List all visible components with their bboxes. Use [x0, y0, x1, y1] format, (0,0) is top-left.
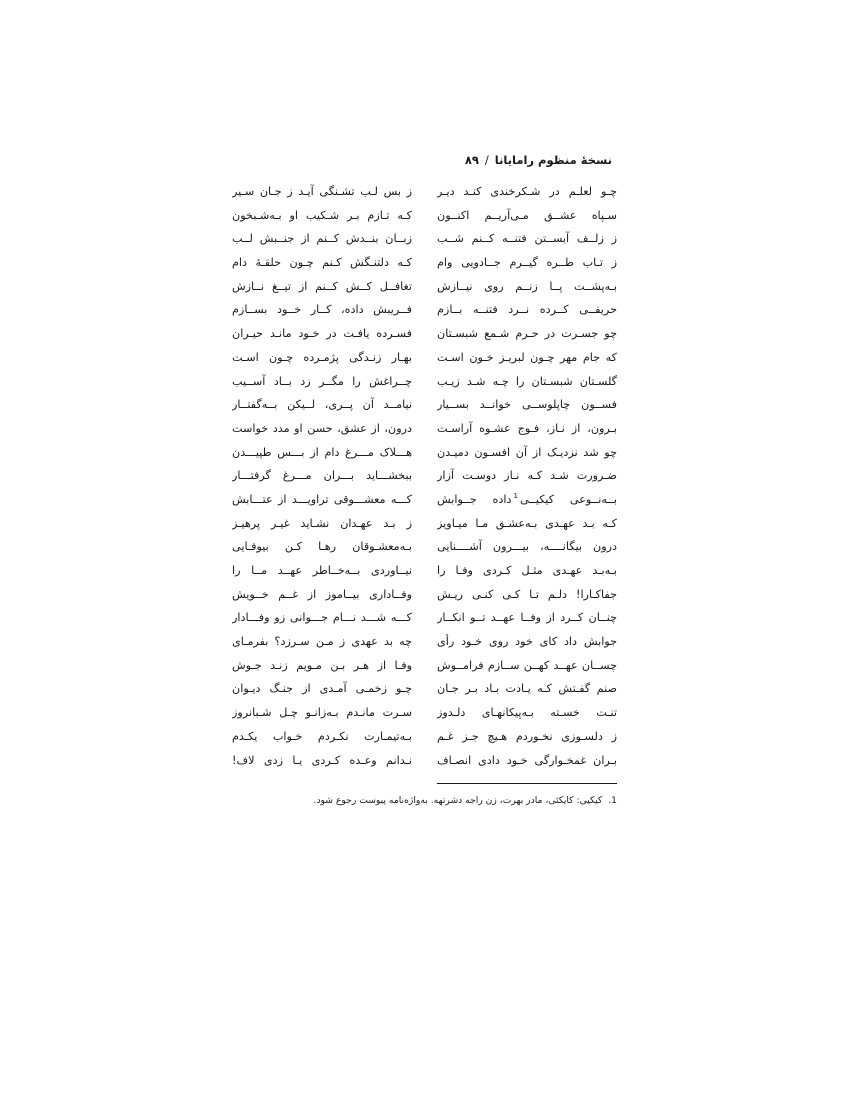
- verse-line: [437, 535, 617, 559]
- verse-line: [232, 275, 412, 299]
- verse-text: بـران غمخـوارگی خـود دادی انصـاف: [437, 753, 617, 767]
- verse-line: [437, 606, 617, 630]
- verse-line: [437, 393, 617, 417]
- header-separator: /: [484, 153, 489, 167]
- verse-text: چـو زخمـی آمـدی از جنـگ دیـوان: [232, 682, 412, 696]
- verse-text: تنـت خسـته بـه‌پیکانهـای دلـدوز: [437, 706, 617, 720]
- verse-text: بـه‌معشـوقان رهـا کـن بیوفـایی: [232, 540, 412, 554]
- footnote: [232, 793, 617, 809]
- verse-text: بـرون، از نـاز، فـوج عشـوه آراسـت: [437, 421, 617, 435]
- verse-text: چـو لعلـم در شـکرخندی کنـد دیـر: [437, 185, 617, 198]
- verse-line: [437, 701, 617, 725]
- verse-text: فــریبش داده، کــار خــود بســازم: [232, 303, 412, 317]
- verse-text: که جام مهر چـون لبریـز خـون اسـت: [437, 350, 617, 364]
- verse-line: [232, 204, 412, 228]
- verse-line: [232, 583, 412, 607]
- verse-text: بــه‌نــوعی کیکیــی: [519, 492, 617, 506]
- book-title: نسخهٔ منظوم رامایانا: [494, 153, 612, 167]
- verse-line: [232, 393, 412, 417]
- verse-line: [437, 654, 617, 678]
- verse-line: [437, 417, 617, 441]
- verse-line: [232, 677, 412, 701]
- verse-line: [437, 180, 617, 204]
- verse-text: بـه‌تیمـارت نکـردم خـواب یکـدم: [232, 729, 412, 743]
- verse-line: [232, 251, 412, 275]
- verse-text: ضـرورت شـد کـه نـاز دوسـت آزار: [437, 469, 617, 483]
- verse-line: [437, 559, 617, 583]
- verse-text: کـــه معشـــوقی تراویـــد از عتـــابش: [232, 492, 412, 506]
- verse-line: [437, 227, 617, 251]
- verse-text: چو شد نزدیـک از آن افسـون دمیـدن: [437, 445, 617, 459]
- verse-text: فسـرده یافـت در خـود مانـد حیـران: [232, 327, 412, 341]
- verse-line: [232, 488, 412, 512]
- footnote-divider: [437, 783, 617, 784]
- verse-text: ببخشـــاید بـــران مـــرغ گرفتـــار: [232, 469, 412, 483]
- verse-line: [232, 180, 412, 204]
- footnote-text: کیکیی: کایکئی، مادر بهرت، زن راجه دشرتهه. به‌واژه‌نامه پیوست رجوع شود.: [313, 795, 603, 806]
- verse-text: چه بد عهدی ز مـن سـرزد؟ بفرمـای: [232, 635, 412, 649]
- poem-column-right: [437, 180, 617, 772]
- verse-line: [232, 725, 412, 749]
- verse-line: [437, 322, 617, 346]
- verse-line: [437, 370, 617, 394]
- verse-line: [437, 488, 617, 512]
- verse-text: ز تـاب طــره گیــرم جــادویی وام: [437, 256, 617, 270]
- verse-line: [232, 322, 412, 346]
- verse-text: درون بیگانــــه، بیـــرون آشــــنایی: [437, 540, 617, 554]
- verse-line: [437, 464, 617, 488]
- verse-text: چســان عهــد کهــن ســازم فرامــوش: [437, 658, 617, 672]
- verse-line: [437, 725, 617, 749]
- verse-line: [437, 346, 617, 370]
- verse-line: [437, 298, 617, 322]
- verse-line: [232, 227, 412, 251]
- verse-text: کـــه شـــد نـــام جـــوانی زو وفـــادار: [232, 611, 412, 625]
- page-number: ۸۹: [464, 153, 479, 167]
- verse-text: ز بس لـب تشـنگی آیـد ز جـان سـیر: [232, 185, 412, 198]
- verse-line: [232, 606, 412, 630]
- verse-line: [437, 204, 617, 228]
- poem-column-left: [232, 180, 412, 772]
- verse-text: ز بـد عهـدان نشـاید غیـر پرهیـز: [232, 516, 412, 530]
- verse-line: [232, 441, 412, 465]
- verse-line: [232, 464, 412, 488]
- verse-line: [437, 512, 617, 536]
- verse-line: [437, 583, 617, 607]
- verse-text-continued: داده جــوابش: [437, 492, 512, 506]
- verse-line: [437, 749, 617, 773]
- verse-text: جفاکـارا! دلـم تـا کـی کنـی ریـش: [437, 587, 617, 601]
- verse-text: بهـار زنـدگی پژمـرده چـون اسـت: [232, 350, 412, 364]
- verse-text: تغافــل کــش کــنم از تیــغ نــازش: [232, 279, 412, 293]
- verse-text: هـــلاک مـــرغ دام از بـــس طپیـــدن: [232, 445, 412, 459]
- verse-line: [232, 370, 412, 394]
- footnote-reference: 1: [513, 492, 518, 501]
- verse-text: کـه دلتنـگش کـنم چـون حلقـهٔ دام: [232, 256, 412, 270]
- running-header: [232, 150, 612, 170]
- verse-line: [437, 441, 617, 465]
- verse-text: بـه‌بـد عهـدی مثـل کـردی وفـا را: [437, 564, 617, 577]
- verse-text: وفــاداری بیــاموز از غــم خــویش: [232, 587, 412, 601]
- verse-line: [437, 275, 617, 299]
- verse-line: [232, 417, 412, 441]
- verse-text: سـپاه عشــق مـی‌آریــم اکنــون: [437, 208, 617, 222]
- verse-text: صنم گفـتش کـه یـادت بـاد بـر جـان: [437, 682, 617, 696]
- verse-line: [232, 654, 412, 678]
- verse-text: نیامــد آن پــری، لــیکن بــه‌گفتــار: [232, 398, 412, 412]
- verse-text: گلسـتان شبسـتان را چـه شـد زیـب: [437, 374, 617, 388]
- verse-text: جوابش داد کای خود روی خـود رأی: [437, 635, 617, 649]
- verse-line: [232, 559, 412, 583]
- verse-line: [437, 677, 617, 701]
- verse-text: کـه بـد عهـدی بـه‌عشـق مـا میـاویز: [437, 516, 617, 530]
- verse-text: درون، از عشق، حسن او مدد خواست: [232, 421, 412, 435]
- verse-text: نیــاوردی بــه‌خــاطر عهــد مــا را: [232, 564, 412, 577]
- verse-line: [232, 701, 412, 725]
- verse-text: ز زلــف آبســتن فتنــه کــنم شــب: [437, 232, 617, 246]
- verse-line: [232, 535, 412, 559]
- verse-text: وفـا از هـر بـن مـویم زنـد جـوش: [232, 658, 412, 672]
- verse-line: [232, 512, 412, 536]
- footnote-number: 1.: [608, 795, 617, 806]
- verse-text: حریفــی کــرده نــرد فتنــه بــازم: [437, 303, 617, 317]
- verse-text: نـدانم وعـده کـردی یـا زدی لاف!: [232, 753, 412, 767]
- verse-line: [232, 346, 412, 370]
- verse-line: [232, 630, 412, 654]
- verse-text: کـه تـازم بـر شـکیب او بـه‌شـبخون: [232, 208, 412, 222]
- verse-line: [232, 749, 412, 773]
- verse-text: سـرت مانـدم بـه‌زانـو چـل شـبانروز: [232, 706, 412, 720]
- verse-text: فســون چاپلوســی خوانــد بســیار: [437, 398, 617, 412]
- verse-text: چنــان کــرد از وفــا عهــد تــو انکــار: [437, 611, 617, 625]
- verse-text: زبــان بنــدش کــنم از جنــبش لــب: [232, 232, 412, 246]
- verse-text: چو جسـرت در حـرم شـمع شبسـتان: [437, 327, 617, 341]
- verse-text: بـه‌پشــت پــا زنــم روی نیــازش: [437, 279, 617, 293]
- verse-line: [437, 630, 617, 654]
- verse-line: [232, 298, 412, 322]
- verse-line: [437, 251, 617, 275]
- verse-text: ز دلسـوزی نخـوردم هـیچ جـز غـم: [437, 729, 617, 743]
- verse-text: چــراغش را مگــر زد بــاد آســیب: [232, 374, 412, 388]
